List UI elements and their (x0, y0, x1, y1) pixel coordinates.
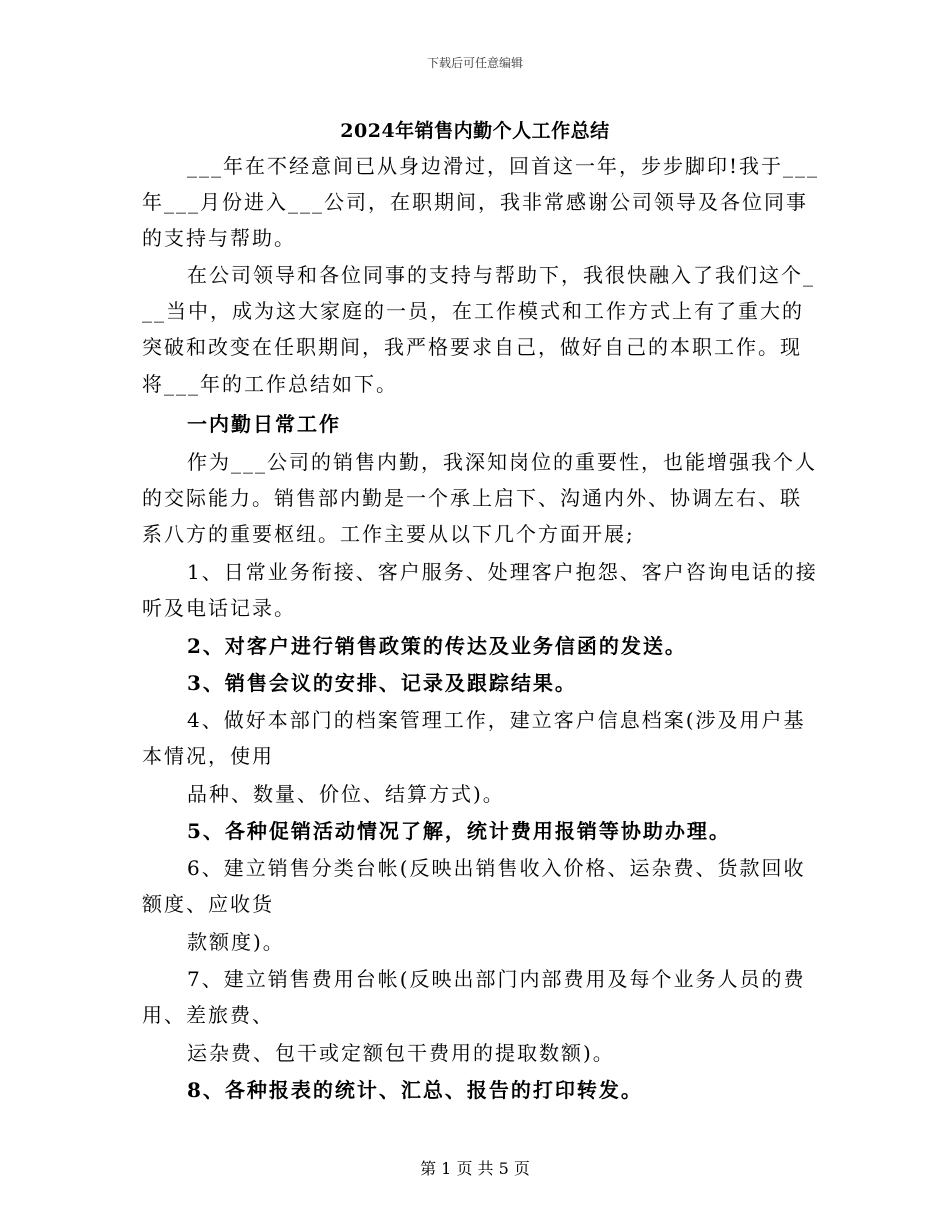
body-line: 系八方的重要枢纽。工作主要从以下几个方面开展; (142, 522, 635, 546)
body-line: 作为___公司的销售内勤，我深知岗位的重要性，也能增强我个人 (187, 450, 817, 474)
list-item-bold: 2、对客户进行销售政策的传达及业务信函的发送。 (187, 634, 687, 658)
list-item-bold: 3、销售会议的安排、记录及跟踪结果。 (187, 671, 577, 695)
document-title: 2024年销售内勤个人工作总结 (340, 120, 610, 142)
list-item-bold: 8、各种报表的统计、汇总、报告的打印转发。 (187, 1078, 643, 1102)
body-line: 听及电话记录。 (142, 596, 296, 620)
body-line: 额度、应收货 (142, 892, 274, 916)
body-line: 7、建立销售费用台帐(反映出部门内部费用及每个业务人员的费 (187, 967, 806, 991)
body-line: 本情况，使用 (142, 744, 274, 768)
list-item-bold: 5、各种促销活动情况了解，统计费用报销等协助办理。 (187, 819, 731, 843)
body-line: __当中，成为这大家庭的一员，在工作模式和工作方式上有了重大的 (142, 299, 804, 323)
page-number: 第 1 页 共 5 页 (420, 1159, 530, 1178)
body-line: 款额度)。 (187, 930, 285, 954)
body-line: 品种、数量、价位、结算方式)。 (187, 782, 505, 806)
body-line: 6、建立销售分类台帐(反映出销售收入价格、运杂费、货款回收 (187, 856, 806, 880)
body-line: 在公司领导和各位同事的支持与帮助下，我很快融入了我们这个_ (187, 263, 815, 287)
body-line: 运杂费、包干或定额包干费用的提取数额)。 (187, 1041, 615, 1065)
body-line: 年___月份进入___公司，在职期间，我非常感谢公司领导及各位同事 (142, 190, 808, 214)
body-line: 的支持与帮助。 (142, 226, 296, 250)
body-line: 突破和改变在任职期间，我严格要求自己，做好自己的本职工作。现 (142, 335, 802, 359)
body-line: ___年在不经意间已从身边滑过，回首这一年，步步脚印!我于___ (187, 154, 820, 178)
body-line: 4、做好本部门的档案管理工作，建立客户信息档案(涉及用户基 (187, 708, 806, 732)
body-line: 用、差旅费、 (142, 1003, 274, 1027)
section-heading: 一内勤日常工作 (187, 412, 341, 436)
body-line: 1、日常业务衔接、客户服务、处理客户抱怨、客户咨询电话的接 (187, 560, 818, 584)
body-line: 的交际能力。销售部内勤是一个承上启下、沟通内外、协调左右、联 (142, 486, 802, 510)
body-line: 将___年的工作总结如下。 (142, 372, 398, 396)
page-header-note: 下载后可任意编辑 (426, 56, 523, 70)
